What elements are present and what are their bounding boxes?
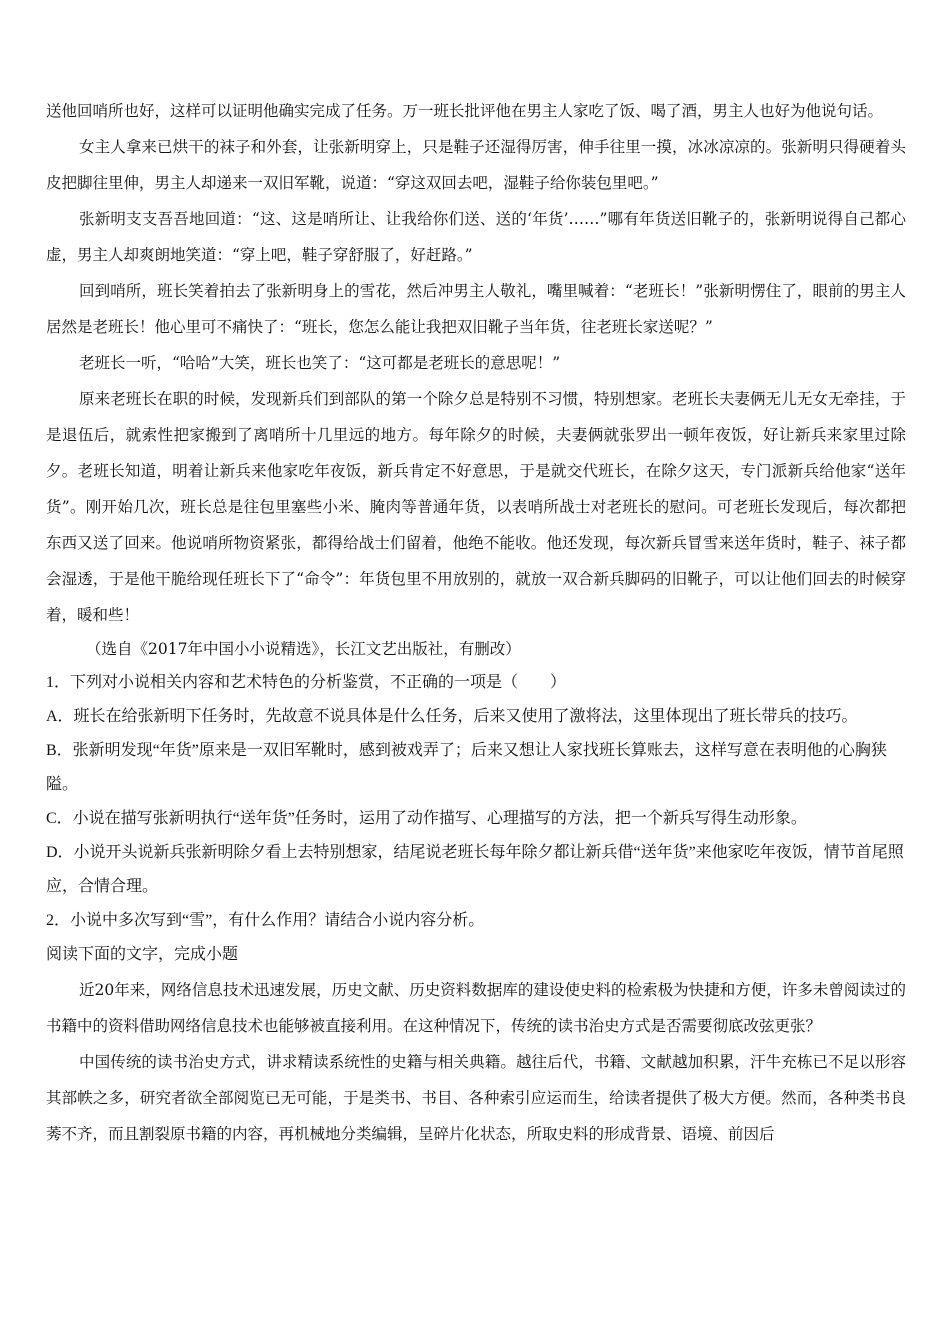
story-paragraph-3: 张新明支支吾吾地回道：“这、这是哨所让、让我给你们送、送的‘年货’……”哪有年货送旧靴子的，张新明说得自己都心虚，男主人却爽朗地笑道：“穿上吧，鞋子穿舒服了，好赶路。” [46, 210, 906, 264]
question-2: 2．小说中多次写到“雪”，有什么作用？请结合小说内容分析。 [46, 912, 485, 929]
option-a: A．班长在给张新明下任务时，先故意不说具体是什么任务，后来又使用了激将法，这里体现出了班长带兵的技巧。 [46, 708, 858, 725]
option-c: C．小说在描写张新明执行“送年货”任务时，运用了动作描写、心理描写的方法，把一个新兵写得生动形象。 [46, 810, 807, 827]
option-b: B．张新明发现“年货”原来是一双旧军靴时，感到被戏弄了；后来又想让人家找班长算账去，这样写意在表明他的心胸狭隘。 [46, 742, 887, 793]
option-d: D．小说开头说新兵张新明除夕看上去特别想家，结尾说老班长每年除夕都让新兵借“送年货”来他家吃年夜饭，情节首尾照应，合情合理。 [46, 844, 904, 895]
essay-paragraph-2: 中国传统的读书治史方式，讲求精读系统性的史籍与相关典籍。越往后代，书籍、文献越加积累，汗牛充栋已不足以形容其部帙之多，研究者欲全部阅览已无可能，于是类书、书目、各种索引应运而生，给读者提供了极大方便。然而，各种类书良莠不齐，而且割裂原书籍的内容，再机械地分类编辑，呈碎片化状态，所取史料的形成背景、语境、前因后 [46, 1053, 906, 1143]
story-source: （选自《2017年中国小小说精选》，长江文艺出版社，有删改） [86, 640, 521, 658]
essay-paragraph-1: 近20年来，网络信息技术迅速发展，历史文献、历史资料数据库的建设使史料的检索极为快捷和方便，许多未曾阅读过的书籍中的资料借助网络信息技术也能够被直接利用。在这种情况下，传统的读书治史方式是否需要彻底改弦更张？ [46, 981, 906, 1035]
story-paragraph-4: 回到哨所，班长笑着拍去了张新明身上的雪花，然后冲男主人敬礼，嘴里喊着：“老班长！”张新明愣住了，眼前的男主人居然是老班长！他心里可不痛快了：“班长，您怎么能让我把双旧靴子当年货，往老班长家送呢？” [46, 282, 906, 336]
story-paragraph-1: 送他回哨所也好，这样可以证明他确实完成了任务。万一班长批评他在男主人家吃了饭、喝了酒，男主人也好为他说句话。 [46, 102, 884, 120]
document-page [46, 93, 906, 1152]
story-paragraph-2: 女主人拿来已烘干的袜子和外套，让张新明穿上，只是鞋子还湿得厉害，伸手往里一摸，冰冰凉凉的。张新明只得硬着头皮把脚往里伸，男主人却递来一双旧军靴，说道：“穿这双回去吧，湿鞋子给你装包里吧。” [46, 138, 906, 192]
story-paragraph-6: 原来老班长在职的时候，发现新兵们到部队的第一个除夕总是特别不习惯，特别想家。老班长夫妻俩无儿无女无牵挂，于是退伍后，就索性把家搬到了离哨所十几里远的地方。每年除夕的时候，夫妻俩就张罗出一顿年夜饭，好让新兵来家里过除夕。老班长知道，明着让新兵来他家吃年夜饭，新兵肯定不好意思，于是就交代班长，在除夕这天，专门派新兵给他家“送年货”。刚开始几次，班长总是往包里塞些小米、腌肉等普通年货，以表哨所战士对老班长的慰问。可老班长发现后，每次都把东西又送了回来。他说哨所物资紧张，都得给战士们留着，他绝不能收。他还发现，每次新兵冒雪来送年货时，鞋子、袜子都会湿透，于是他干脆给现任班长下了“命令”：年货包里不用放别的，就放一双合新兵脚码的旧靴子，可以让他们回去的时候穿着，暖和些！ [46, 390, 906, 624]
reading-intro: 阅读下面的文字，完成小题 [46, 946, 239, 963]
question-1: 1．下列对小说相关内容和艺术特色的分析鉴赏，不正确的一项是（ ） [46, 674, 567, 691]
story-paragraph-5: 老班长一听，“哈哈”大笑，班长也笑了：“这可都是老班长的意思呢！” [79, 354, 561, 372]
